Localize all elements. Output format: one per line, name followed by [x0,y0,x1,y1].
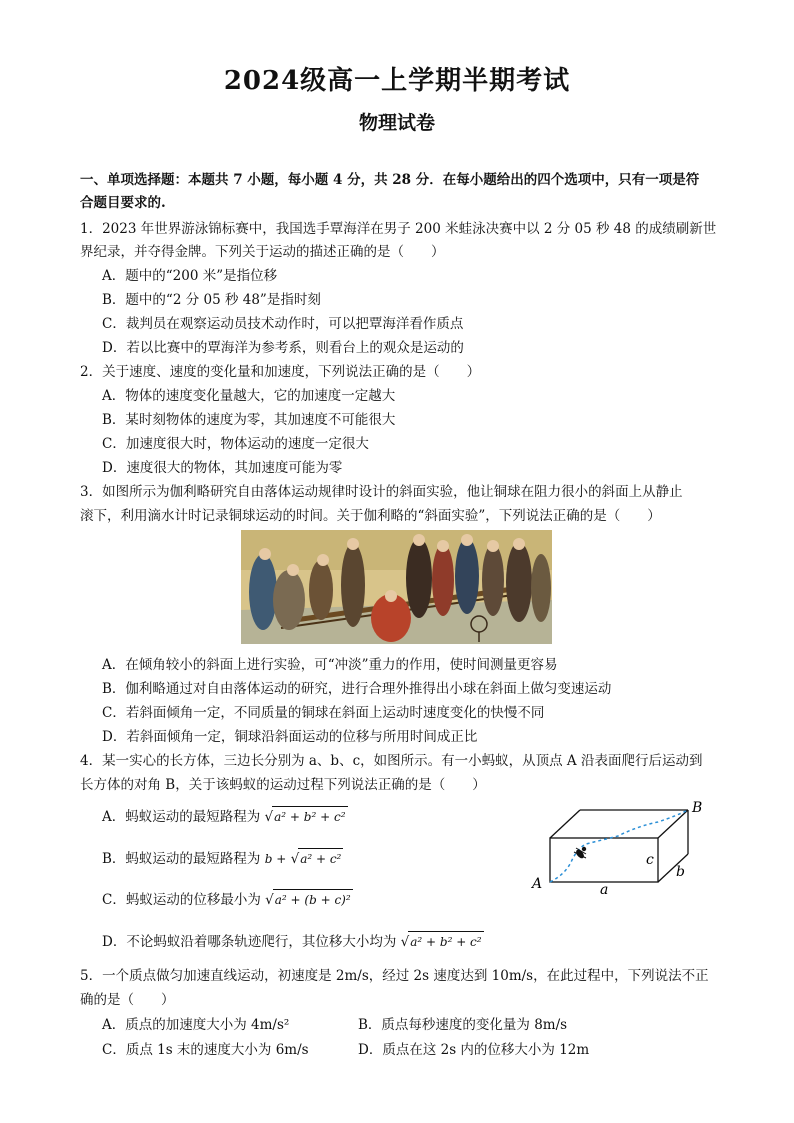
q3-option-c: C．若斜面倾角一定，不同质量的铜球在斜面上运动时速度变化的快慢不同 [102,705,545,721]
q3-option-d: D．若斜面倾角一定，铜球沿斜面运动的位移与所用时间成正比 [102,729,478,745]
q4-option-b-text: B．蚂蚁运动的最短路程为 [102,851,261,867]
q1-stem: 1．2023 年世界游泳锦标赛中，我国选手覃海洋在男子 200 米蛙泳决赛中以 2 分 05 秒 48 的成绩刷新世 [80,221,717,237]
sqrt-symbol: √ [400,934,410,950]
label-b: b [676,864,685,880]
q5-option-c: C．质点 1s 末的速度大小为 6m/s [102,1042,309,1058]
label-c: c [646,852,654,868]
q4-option-b [102,848,343,869]
q2-option-b: B．某时刻物体的速度为零，其加速度不可能很大 [102,412,396,428]
ant-icon [574,847,586,860]
q1-stem-cont: 界纪录，并夺得金牌。下列关于运动的描述正确的是（ ） [80,244,445,260]
galileo-incline-illustration [241,530,552,644]
q4-option-a-text: A．蚂蚁运动的最短路程为 [102,809,261,825]
sqrt-symbol: √ [264,809,274,825]
q5-stem: 5．一个质点做匀加速直线运动，初速度是 2m/s，经过 2s 速度达到 10m/s，在此过程中，下列说法不正 [80,968,709,984]
label-A: A [532,876,543,892]
cuboid-diagram [528,798,718,898]
q4-option-b-formula: a² + c² [298,848,343,869]
q4-option-a-formula: a² + b² + c² [272,806,347,827]
q4-stem: 4．某一实心的长方体，三边长分别为 a、b、c，如图所示。有一小蚂蚁，从顶点 A 沿表面爬行后运动到 [80,753,703,769]
q5-option-b: B．质点每秒速度的变化量为 8m/s [358,1017,568,1033]
q1-option-b: B．题中的“2 分 05 秒 48”是指时刻 [102,292,321,308]
q5-stem-cont: 确的是（ ） [80,992,175,1008]
q5-option-d: D．质点在这 2s 内的位移大小为 12m [358,1042,590,1058]
sqrt-symbol: √ [265,892,274,908]
q4-option-b-formula-prefix: b + [264,852,287,866]
label-B: B [692,800,703,816]
q4-option-c-formula: a² + (b + c)² [273,889,353,910]
q2-option-a: A．物体的速度变化量越大，它的加速度一定越大 [102,388,396,404]
q3-option-b: B．伽利略通过对自由落体运动的研究，进行合理外推得出小球在斜面上做匀变速运动 [102,681,612,697]
q3-stem-cont: 滚下，利用滴水计时记录铜球运动的时间。关于伽利略的“斜面实验”，下列说法正确的是（ ） [80,508,661,524]
q3-stem: 3．如图所示为伽利略研究自由落体运动规律时设计的斜面实验，他让铜球在阻力很小的斜面上从静止 [80,484,683,500]
q3-option-a: A．在倾角较小的斜面上进行实验，可“冲淡”重力的作用，使时间测量更容易 [102,657,558,673]
label-a: a [600,882,609,898]
q5-option-a: A．质点的加速度大小为 4m/s² [102,1017,290,1033]
q1-option-c: C．裁判员在观察运动员技术动作时，可以把覃海洋看作质点 [102,316,464,332]
q4-option-d-formula: a² + b² + c² [408,931,483,952]
section-heading: 一、单项选择题：本题共 7 小题，每小题 4 分，共 28 分．在每小题给出的四个选项中，只有一项是符 [80,172,700,188]
page-subtitle: 物理试卷 [358,112,435,134]
sqrt-symbol: √ [290,851,300,867]
q2-stem: 2．关于速度、速度的变化量和加速度，下列说法正确的是（ ） [80,364,481,380]
q4-option-a [102,806,348,827]
q2-option-d: D．速度很大的物体，其加速度可能为零 [102,460,343,476]
page-title: 2024级高一上学期半期考试 [223,66,571,96]
q1-option-a: A．题中的“200 米”是指位移 [102,268,278,284]
q1-option-d: D．若以比赛中的覃海洋为参考系，则看台上的观众是运动的 [102,340,464,356]
q4-option-d [102,931,484,952]
q4-option-d-text: D．不论蚂蚁沿着哪条轨迹爬行，其位移大小均为 [102,934,397,950]
q4-stem-cont: 长方体的对角 B，关于该蚂蚁的运动过程下列说法正确的是（ ） [80,777,486,793]
q4-option-c [102,889,353,910]
q4-option-c-text: C．蚂蚁运动的位移最小为 [102,892,261,908]
section-heading-cont: 合题目要求的. [80,195,166,211]
q2-option-c: C．加速度很大时，物体运动的速度一定很大 [102,436,369,452]
